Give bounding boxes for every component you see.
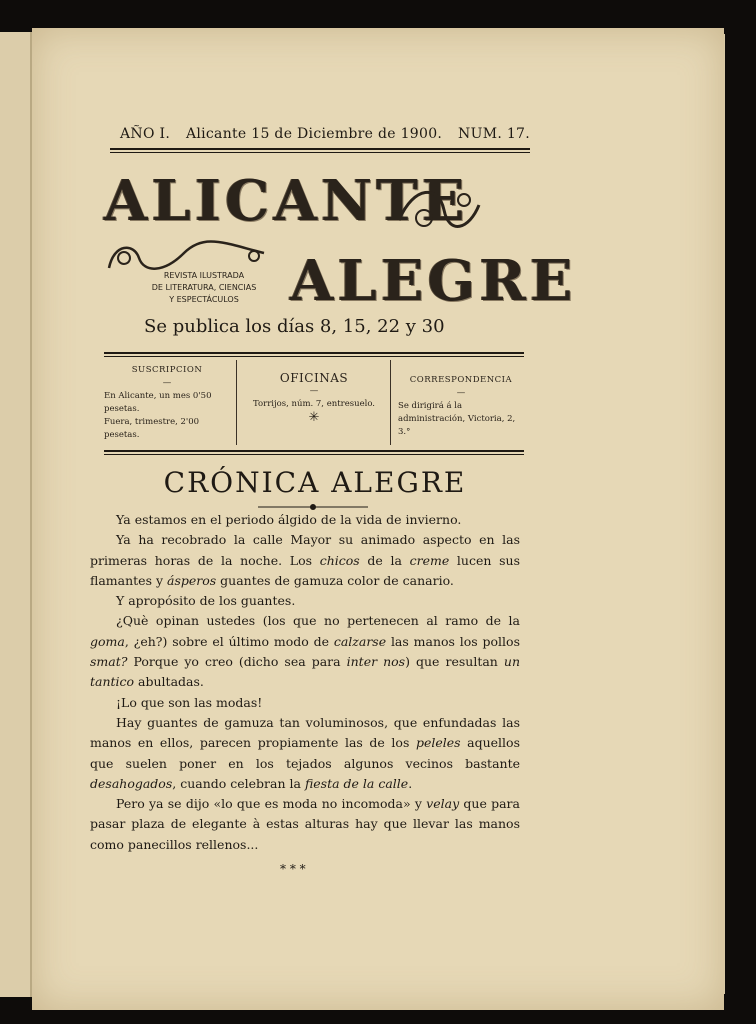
paragraph-2: Ya ha recobrado la calle Mayor su animado aspecto en las primeras horas de la noche. Los chicos de la creme lucen sus flamantes y ásperos guantes de gamuza color de canario.: [90, 532, 521, 588]
subscription-dash: —: [162, 378, 172, 388]
subtitle-line-2: DE LITERATURA, CIENCIAS: [151, 283, 257, 292]
column-separator-2: [390, 360, 391, 445]
top-rule: [110, 148, 530, 150]
paragraph-1: Ya estamos en el periodo álgido de la vida de invierno.: [116, 512, 462, 527]
subscription-heading: SUSCRIPCION: [131, 365, 203, 375]
box-bottom-rule-thin: [104, 454, 524, 455]
subtitle-block: [104, 270, 304, 306]
publication-schedule: Se publica los días 8, 15, 22 y 30: [144, 316, 445, 337]
box-bottom-rule: [104, 450, 524, 452]
subscription-box: [104, 364, 230, 442]
correspondence-box: [398, 374, 524, 439]
box-top-rule: [104, 352, 524, 354]
correspondence-dash: —: [456, 388, 466, 398]
masthead-line: [120, 126, 530, 142]
offices-dash: —: [309, 386, 319, 396]
offices-box: [246, 372, 382, 424]
paragraph-6: Hay guantes de gamuza tan voluminosos, que enfundadas las manos en ellos, parecen propiamente las de los peleles aquellos que suelen poner en los tejados algunos vecinos bastante desahogados, cuando celebran la fiesta de la calle.: [90, 714, 520, 791]
left-page-edge: [0, 32, 32, 997]
offices-heading: OFICINAS: [279, 371, 349, 385]
subscription-line-2: Fuera, trimestre, 2'00 pesetas.: [104, 417, 200, 440]
subscription-line-1: En Alicante, un mes 0'50 pesetas.: [104, 391, 212, 414]
subtitle-line-3: Y ESPECTÁCULOS: [169, 295, 239, 304]
star-ornament-icon: ✳: [308, 410, 320, 425]
paragraph-5: ¡Lo que son las modas!: [116, 694, 263, 710]
title-line-1: ALICANTE: [104, 168, 469, 234]
offices-line-1: Torrijos, núm. 7, entresuelo.: [253, 399, 375, 409]
box-top-rule-thin: [104, 356, 524, 357]
correspondence-heading: CORRESPONDENCIA: [409, 375, 513, 385]
paragraph-7: Pero ya se dijo «lo que es moda no incomoda» y velay que para pasar plaza de elegante à estas alturas hay que llevar las manos como panecillos rellenos...: [90, 796, 520, 852]
year-label: AÑO I.: [120, 126, 171, 142]
chronicle-article: [90, 510, 520, 855]
section-stars: * * *: [280, 862, 306, 876]
paragraph-4: ¿Què opinan ustedes (los que no pertenecen al ramo de la goma, ¿eh?) sobre el último modo de calzarse las manos los pollos smat? Porque yo creo (dicho sea para inter nos) que resultan un tantico abultadas.: [90, 613, 520, 690]
chronicle-title: CRÓNICA ALEGRE: [163, 466, 467, 499]
ornament-flourish-icon: [394, 180, 484, 240]
correspondence-line-1: Se dirigirá á la administración, Victoria, 2, 3.°: [398, 401, 516, 437]
paragraph-3: Y apropósito de los guantes.: [116, 593, 296, 609]
issue-number: NUM. 17.: [458, 126, 530, 142]
subtitle-line-1: REVISTA ILUSTRADA: [163, 271, 245, 280]
top-rule-thin: [110, 152, 530, 153]
title-line-2: ALEGRE: [290, 248, 577, 314]
date-label: Alicante 15 de Diciembre de 1900.: [185, 126, 443, 142]
column-separator-1: [236, 360, 237, 445]
